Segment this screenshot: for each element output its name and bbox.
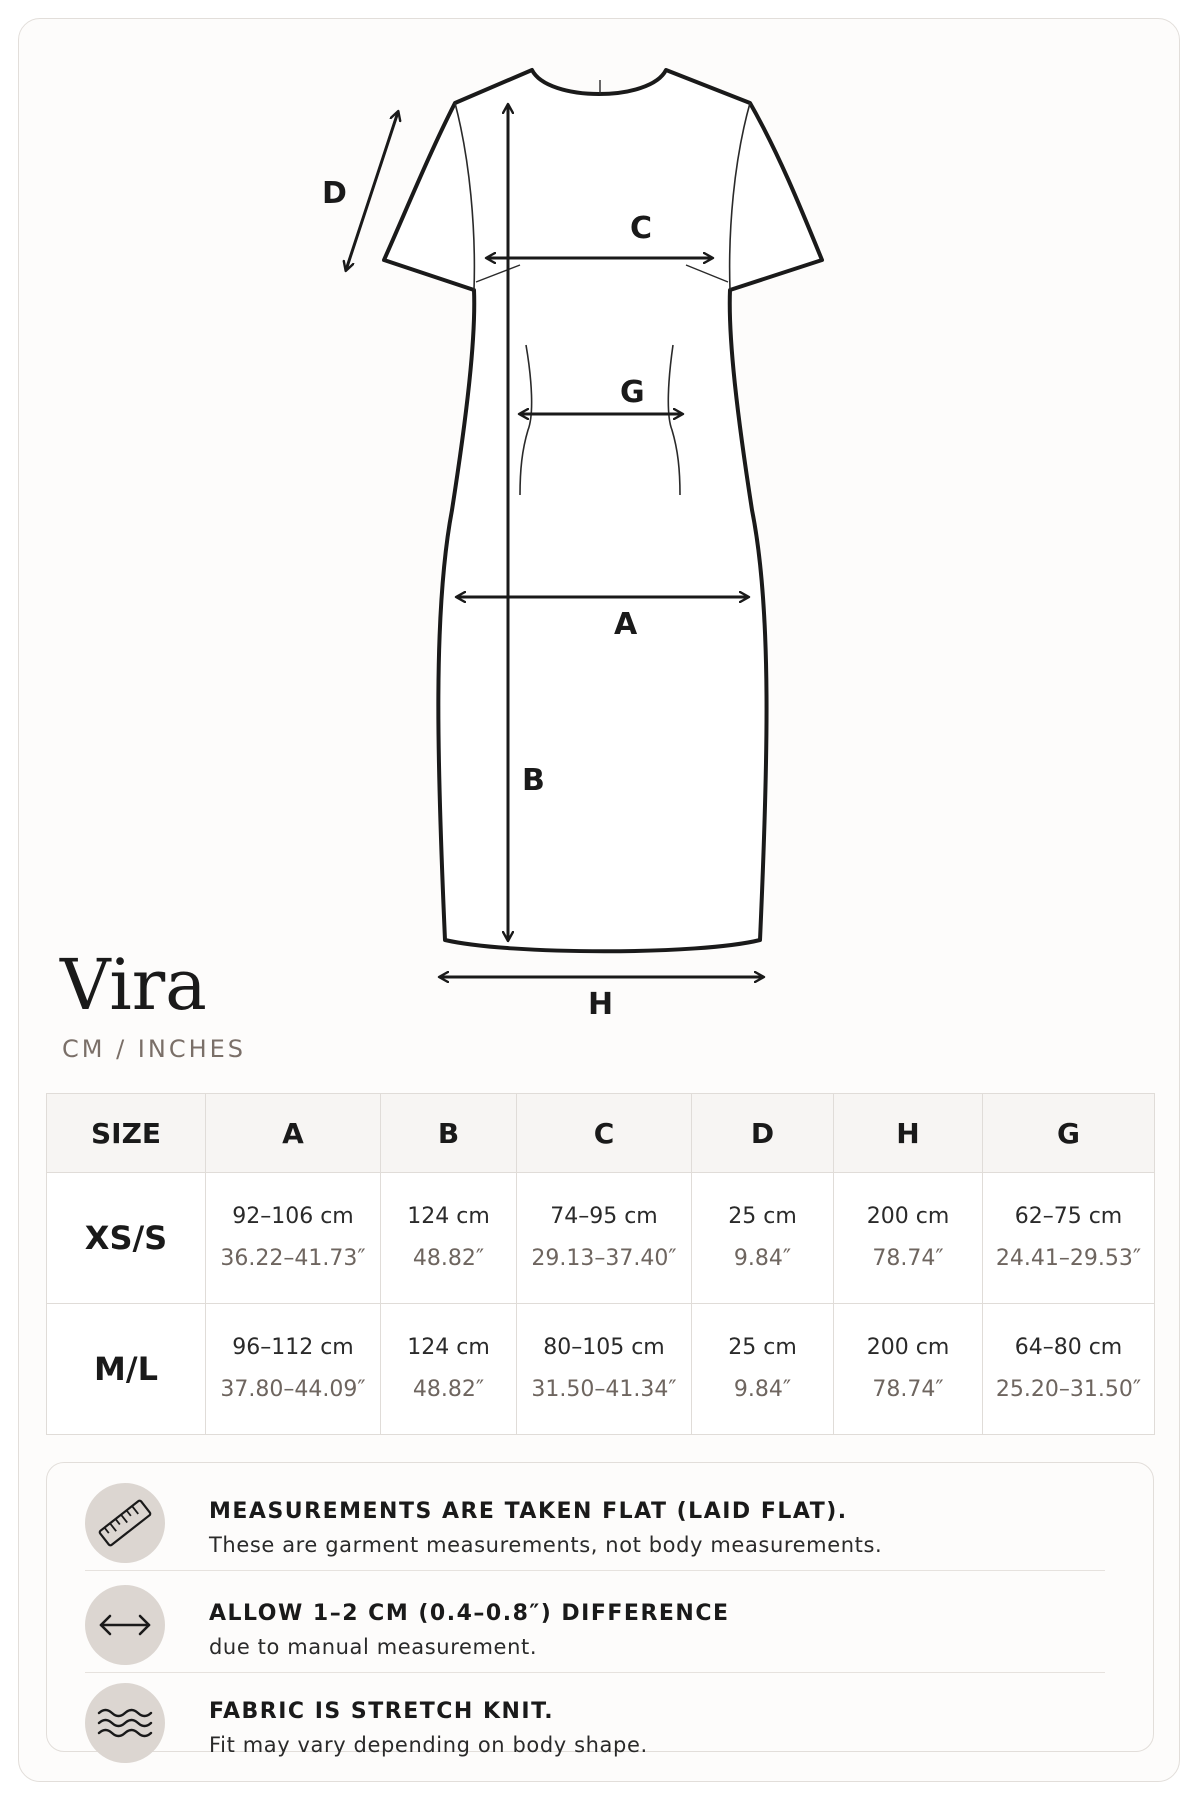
cell-cm: 25 cm xyxy=(728,1335,797,1360)
cell-inch: 9.84″ xyxy=(733,1377,792,1402)
size-chart-table xyxy=(46,1093,1155,1435)
cell-inch: 24.41–29.53″ xyxy=(995,1246,1142,1271)
header-d: D xyxy=(692,1094,834,1173)
double-arrow-icon xyxy=(85,1585,165,1665)
cell-inch: 31.50–41.34″ xyxy=(531,1377,677,1402)
header-h: H xyxy=(834,1094,983,1173)
cell-cm: 92–106 cm xyxy=(232,1204,354,1229)
table-row xyxy=(47,1304,1155,1435)
cell-cm: 124 cm xyxy=(407,1204,490,1229)
table-cell xyxy=(834,1173,983,1304)
label-c: C xyxy=(630,211,653,246)
cell-cm: 124 cm xyxy=(407,1335,490,1360)
ruler-icon xyxy=(85,1483,165,1563)
note-item xyxy=(85,1673,1105,1765)
note-text: These are garment measurements, not body measurements. xyxy=(209,1533,883,1557)
table-cell xyxy=(381,1173,517,1304)
table-cell xyxy=(517,1304,692,1435)
cell-cm: 74–95 cm xyxy=(550,1204,658,1229)
table-cell xyxy=(206,1173,381,1304)
product-title: Vira xyxy=(60,944,207,1026)
table-cell xyxy=(692,1304,834,1435)
size-label: XS/S xyxy=(47,1173,206,1304)
note-title: MEASUREMENTS ARE TAKEN FLAT (LAID FLAT). xyxy=(209,1499,848,1524)
table-cell xyxy=(692,1173,834,1304)
cell-cm: 64–80 cm xyxy=(1014,1335,1123,1360)
dress-outline xyxy=(384,70,822,951)
cell-inch: 78.74″ xyxy=(872,1377,944,1402)
label-g: G xyxy=(620,375,645,410)
size-label: M/L xyxy=(47,1304,206,1435)
cell-inch: 37.80–44.09″ xyxy=(220,1377,366,1402)
cell-cm: 200 cm xyxy=(866,1335,950,1360)
notes-panel xyxy=(46,1462,1154,1757)
units-label: CM / INCHES xyxy=(62,1035,247,1063)
label-b: B xyxy=(522,763,545,798)
cell-inch: 25.20–31.50″ xyxy=(995,1377,1142,1402)
divider xyxy=(85,1570,1105,1571)
note-item xyxy=(85,1575,1105,1667)
table-header-row xyxy=(47,1094,1155,1173)
table-cell xyxy=(206,1304,381,1435)
label-d: D xyxy=(322,176,347,211)
header-g: G xyxy=(983,1094,1155,1173)
note-title: ALLOW 1–2 CM (0.4–0.8″) DIFFERENCE xyxy=(209,1601,730,1626)
cell-inch: 29.13–37.40″ xyxy=(531,1246,677,1271)
waves-icon xyxy=(85,1683,165,1763)
cell-cm: 200 cm xyxy=(866,1204,950,1229)
cell-inch: 36.22–41.73″ xyxy=(220,1246,366,1271)
label-h: H xyxy=(588,987,614,1022)
table-cell xyxy=(983,1173,1155,1304)
table-cell xyxy=(834,1304,983,1435)
note-item xyxy=(85,1473,1105,1565)
header-size: SIZE xyxy=(47,1094,206,1173)
label-a: A xyxy=(614,607,638,642)
table-cell xyxy=(983,1304,1155,1435)
cell-inch: 48.82″ xyxy=(412,1246,485,1271)
cell-inch: 48.82″ xyxy=(412,1377,485,1402)
cell-cm: 25 cm xyxy=(728,1204,797,1229)
table-cell xyxy=(517,1173,692,1304)
note-text: Fit may vary depending on body shape. xyxy=(209,1733,648,1757)
header-c: C xyxy=(517,1094,692,1173)
table-row xyxy=(47,1173,1155,1304)
cell-inch: 9.84″ xyxy=(733,1246,792,1271)
cell-cm: 80–105 cm xyxy=(543,1335,665,1360)
note-text: due to manual measurement. xyxy=(209,1635,538,1659)
cell-inch: 78.74″ xyxy=(872,1246,944,1271)
header-a: A xyxy=(206,1094,381,1173)
header-b: B xyxy=(381,1094,517,1173)
table-cell xyxy=(381,1304,517,1435)
cell-cm: 96–112 cm xyxy=(232,1335,354,1360)
cell-cm: 62–75 cm xyxy=(1014,1204,1123,1229)
note-title: FABRIC IS STRETCH KNIT. xyxy=(209,1699,555,1724)
